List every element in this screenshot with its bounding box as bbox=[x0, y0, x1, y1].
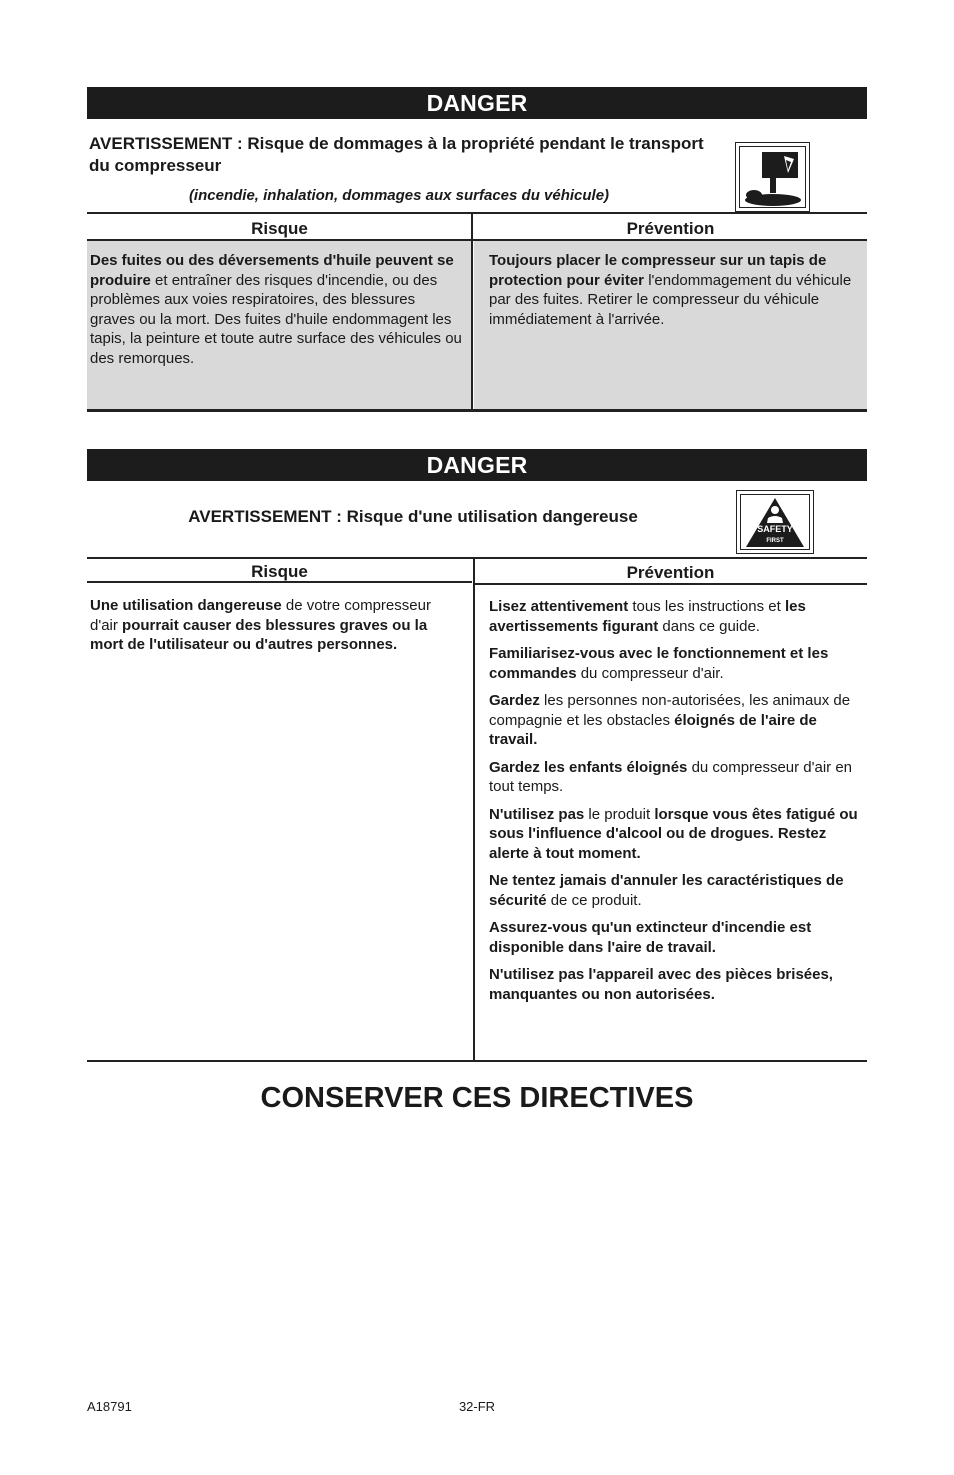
closing-title: CONSERVER CES DIRECTIVES bbox=[260, 1082, 694, 1114]
page-number: 32-FR bbox=[458, 1399, 496, 1414]
doc-code: A18791 bbox=[87, 1399, 132, 1414]
warning-title-usage: AVERTISSEMENT : Risque d'une utilisation dangereuse bbox=[188, 507, 638, 526]
prevention-item: Assurez-vous qu'un extincteur d'incendie est disponible dans l'aire de travail. bbox=[489, 919, 812, 956]
warning-title-transport: AVERTISSEMENT : Risque de dommages à la propriété pendant le transport du compresseur bbox=[89, 134, 704, 175]
svg-text:FIRST: FIRST bbox=[766, 538, 784, 544]
col-header-risk: Risque bbox=[251, 219, 308, 238]
safety-first-icon bbox=[736, 490, 814, 554]
risk-text-transport: Des fuites ou des déversements d'huile peuvent se produire et entraîner des risques d'incendie, ou des problèmes aux voies respiratoires, des blessures graves ou la mort. Des fuites d'huile endommagent les tapis, la peinture et toute autre surface des véhicules ou des remorques. bbox=[90, 252, 462, 367]
prevention-item: N'utilisez pas l'appareil avec des pièces brisées, manquantes ou non autorisées. bbox=[489, 966, 833, 1003]
prevention-text-transport: Toujours placer le compresseur sur un tapis de protection pour éviter l'endommagement du véhicule par des fuites. Retirer le compresseur du véhicule immédiatement à l'arrivée. bbox=[489, 252, 852, 328]
col-header-prevention: Prévention bbox=[626, 563, 715, 582]
danger-banner-1: DANGER bbox=[87, 87, 867, 119]
prevention-item: Lisez attentivement tous les instructions et les avertissements figurant dans ce guide. bbox=[489, 598, 806, 635]
col-header-prevention: Prévention bbox=[626, 219, 715, 238]
prevention-item: Gardez les personnes non-autorisées, les animaux de compagnie et les obstacles éloignés de l'aire de travail. bbox=[489, 692, 851, 748]
danger-banner-2: DANGER bbox=[87, 449, 867, 481]
col-header-risk: Risque bbox=[251, 562, 308, 581]
svg-text:SAFETY: SAFETY bbox=[757, 524, 793, 534]
risk-text-usage: Une utilisation dangereuse de votre compresseur d'air pourrait causer des blessures graves ou la mort de l'utilisateur ou d'autres personnes. bbox=[90, 597, 431, 653]
risk-prevention-table-1 bbox=[87, 212, 867, 412]
risk-prevention-table-2 bbox=[87, 557, 867, 1063]
warning-subtitle-transport: (incendie, inhalation, dommages aux surfaces du véhicule) bbox=[188, 187, 610, 204]
prevention-item: Gardez les enfants éloignés du compresseur d'air en tout temps. bbox=[489, 758, 853, 795]
prevention-list-usage bbox=[489, 597, 865, 1012]
prevention-item: N'utilisez pas le produit lorsque vous êtes fatigué ou sous l'influence d'alcool ou de drogues. Restez alerte à tout moment. bbox=[489, 805, 858, 862]
prevention-item: Familiarisez-vous avec le fonctionnement et les commandes du compresseur d'air. bbox=[489, 645, 829, 682]
oil-spill-icon bbox=[735, 142, 810, 212]
prevention-item: Ne tentez jamais d'annuler les caractéristiques de sécurité de ce produit. bbox=[489, 872, 844, 909]
